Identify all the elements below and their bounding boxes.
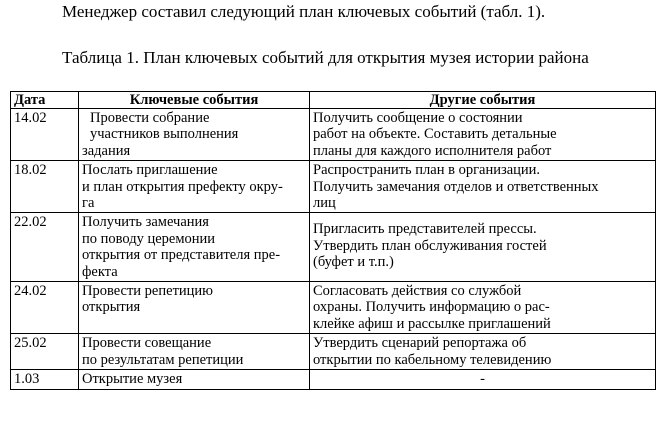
row-key-events: [79, 109, 310, 161]
table-header-row: [11, 92, 656, 109]
date-text: 18.02: [14, 162, 47, 179]
table-row: [11, 370, 656, 389]
key-event-line: га: [82, 195, 95, 212]
other-event-line: Получить замечания отделов и ответственных: [313, 178, 599, 195]
row-key-events: [79, 213, 310, 282]
other-event-line: Распространить план в организации.: [313, 162, 541, 179]
table-row: [11, 161, 656, 213]
row-date: [11, 282, 79, 334]
key-event-line: по результатам репетиции: [82, 351, 244, 368]
row-key-events: [79, 282, 310, 334]
key-event-line: задания: [82, 142, 131, 159]
other-event-line: (буфет и т.п.): [313, 254, 394, 271]
other-event-line: клейке афиш и рассылке приглашений: [313, 315, 551, 332]
date-text: 1.03: [14, 371, 40, 388]
other-event-line: Пригласить представителей прессы.: [313, 221, 537, 238]
row-other-events: [310, 213, 656, 282]
key-event-line: открытия от представителя пре-: [82, 247, 281, 264]
key-event-line: Получить замечания: [82, 214, 209, 231]
table-row: [11, 213, 656, 282]
key-event-line: Провести репетицию: [82, 283, 214, 300]
table-row: [11, 334, 656, 370]
key-event-line: Провести совещание: [82, 335, 212, 352]
intro-text: Менеджер составил следующий план ключевых событий (табл. 1).: [62, 2, 546, 21]
row-date: [11, 161, 79, 213]
header-key-events: Ключевые события: [79, 92, 310, 109]
other-event-line: работ на объекте. Составить детальные: [313, 126, 557, 143]
row-date: [11, 334, 79, 370]
row-date: [11, 213, 79, 282]
date-text: 14.02: [14, 110, 47, 126]
other-event-line: лиц: [313, 195, 336, 212]
row-key-events: [79, 370, 310, 389]
other-event-line: Утвердить сценарий репортажа об: [313, 335, 527, 352]
events-table: [10, 91, 656, 390]
other-event-line: Получить сообщение о состоянии: [313, 110, 523, 126]
row-key-events: [79, 334, 310, 370]
table-row: [11, 282, 656, 334]
other-event-line: планы для каждого исполнителя работ: [313, 142, 552, 159]
row-other-events: [310, 161, 656, 213]
key-event-line: открытия: [82, 299, 141, 316]
date-text: 25.02: [14, 335, 47, 352]
table-caption: Таблица 1. План ключевых событий для открытия музея истории района: [62, 48, 589, 67]
key-event-line: Послать приглашение: [82, 162, 218, 179]
row-other-events: [310, 370, 656, 389]
row-date: [11, 370, 79, 389]
row-other-events: [310, 282, 656, 334]
other-event-line: охраны. Получить информацию о рас-: [313, 299, 550, 316]
row-other-events: [310, 109, 656, 161]
row-other-events: [310, 334, 656, 370]
header-other-events: Другие события: [310, 92, 656, 109]
key-event-line: фекта: [82, 263, 118, 280]
row-date: [11, 109, 79, 161]
header-date: Дата: [11, 92, 79, 109]
key-event-line: участников выполнения: [90, 126, 239, 143]
other-event-line: открытии по кабельному телевидению: [313, 351, 552, 368]
other-event-line: Согласовать действия со службой: [313, 283, 522, 300]
key-event-line: и план открытия префекту окру-: [82, 178, 283, 195]
key-event-line: по поводу церемонии: [82, 230, 216, 247]
date-text: 22.02: [14, 214, 47, 231]
key-event-line: Провести собрание: [90, 110, 210, 126]
key-event-line: Открытие музея: [82, 371, 183, 388]
row-key-events: [79, 161, 310, 213]
date-text: 24.02: [14, 283, 47, 300]
table-row: [11, 109, 656, 161]
other-event-line: -: [480, 371, 485, 388]
other-event-line: Утвердить план обслуживания гостей: [313, 237, 547, 254]
